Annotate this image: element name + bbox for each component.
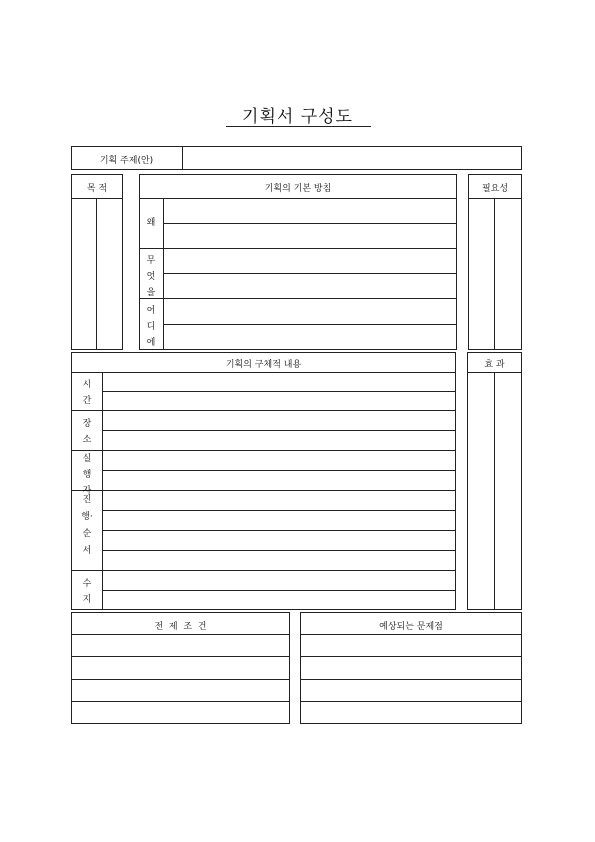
preconditions-label: 전 제 조 건 — [154, 622, 207, 632]
policy-row-line — [163, 223, 457, 224]
policy-row-label-why: 왜 — [146, 218, 156, 228]
purpose-label: 목 적 — [86, 184, 108, 194]
details-row-label-place: 장소 — [82, 419, 92, 445]
expected-problems-header-line — [300, 634, 522, 635]
details-row-line — [102, 510, 456, 511]
policy-section-line — [139, 248, 457, 249]
details-section-line — [71, 410, 456, 411]
details-row-label-balance: 수지 — [82, 579, 92, 605]
policy-row-line — [163, 273, 457, 274]
purpose-divider — [96, 198, 97, 350]
details-row-line — [102, 550, 456, 551]
policy-row-label-where: 어디에 — [146, 306, 156, 348]
details-row-line — [102, 391, 456, 392]
page-title: 기획서 구성도 — [242, 107, 353, 127]
necessity-label: 필요성 — [481, 184, 509, 194]
basic-policy-label-divider — [163, 198, 164, 350]
purpose-box — [71, 174, 123, 350]
preconditions-row-line — [71, 679, 290, 680]
effect-divider — [494, 372, 495, 610]
details-label-divider — [102, 372, 103, 610]
details-row-line — [102, 530, 456, 531]
preconditions-row-line — [71, 701, 290, 702]
details-label: 기획의 구체적 내용 — [225, 360, 302, 370]
purpose-header-line — [71, 198, 123, 199]
policy-row-label-what: 무엇을 — [146, 256, 156, 298]
necessity-box — [468, 174, 522, 350]
topic-divider — [182, 146, 183, 170]
policy-row-line — [163, 324, 457, 325]
expected-problems-row-line — [300, 656, 522, 657]
details-section-line — [71, 450, 456, 451]
preconditions-row-line — [71, 656, 290, 657]
details-row-label-executor: 실행자 — [82, 454, 92, 496]
details-row-line — [102, 470, 456, 471]
details-row-line — [102, 430, 456, 431]
necessity-header-line — [468, 198, 522, 199]
policy-section-line — [139, 298, 457, 299]
necessity-divider — [494, 198, 495, 350]
details-section-line — [71, 570, 456, 571]
topic-label: 기획 주제(안) — [99, 156, 154, 166]
details-row-label-time: 시간 — [82, 380, 92, 406]
details-header-line — [71, 372, 456, 373]
expected-problems-label: 예상되는 문제점 — [379, 622, 443, 632]
details-row-line — [102, 590, 456, 591]
basic-policy-label: 기획의 기본 방침 — [264, 184, 332, 194]
title-underline — [226, 126, 371, 127]
details-row-label-order: 진행·순서 — [81, 495, 93, 556]
effect-label: 효 과 — [484, 360, 505, 370]
expected-problems-row-line — [300, 679, 522, 680]
expected-problems-row-line — [300, 701, 522, 702]
basic-policy-header-line — [139, 198, 457, 199]
preconditions-header-line — [71, 634, 290, 635]
details-section-line — [71, 490, 456, 491]
